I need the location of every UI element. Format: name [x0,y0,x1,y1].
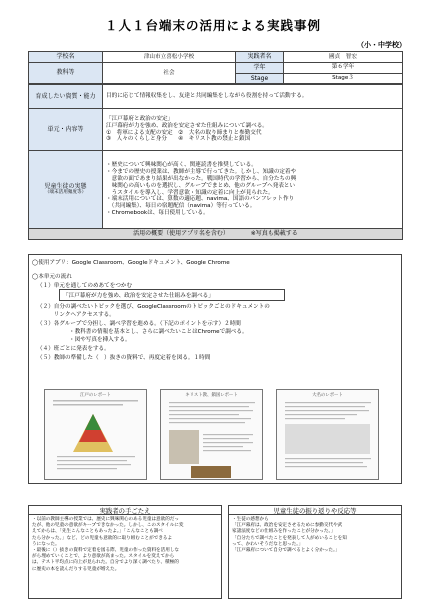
step-1: （１）単元を通してのめあてをつかむ [37,283,133,289]
grade-value: 第６学年 [284,63,403,74]
apps-line: ◯使用アプリ：Google Classroom、Googleドキュメント、Google Chrome [32,260,230,266]
teacher-reflection-text [28,515,222,599]
step-1-goal: 「江戸幕府が力を強め、政治を安定させた仕組みを調べる」 [63,293,214,299]
unit-label: 単元・内容等 [29,109,103,151]
document-title: １人１台端末の活用による実践事例 [104,18,321,33]
grade-label: 学年 [236,63,284,74]
ability-label: 育成したい資質・能力 [29,85,103,109]
students-line: （共同編集）、毎日の宿題配信（navima）等行っている。 [106,203,256,210]
unit-line: ③ 人々のくらしと身分 ④ キリスト教の禁止と鎖国 [106,136,251,143]
step-2a: （２）自分の調べたいトピックを選び、GoogleClassroomのトピックごとのドキュメントの [37,304,270,310]
step-3: （３）各グループで分担し、調べ学習を進める。（下記のポイントを示す）２時間 [37,321,241,327]
students-line: うスタイルを導入し、学習意欲・知識の定着に向上が見られた。 [106,189,274,196]
school-label: 学校名 [29,52,103,63]
step-2b: リンクへアクセスする。 [37,312,115,318]
pyramid-illustration-icon [45,390,146,479]
teacher-line: ・以前の教師主導の授業では、歴史に興味関心のある児童は意欲的だっ [32,517,180,522]
screenshot-title: 江戸のレポート [80,393,111,398]
step-3b: ・図や写真を挿入する。 [69,337,131,343]
student-line: って、かわいそうだなと思った。」 [232,541,304,547]
overview-label: 活用の概要（使用アプリ名を含む） [133,230,229,237]
subject-value: 社会 [103,63,236,84]
step-5: （５）教師の準備した（ ）抜きの資料で、再度定着を図る。１時間 [37,355,211,361]
students-line: 意欲の面であまり結果が出なかった。戦国時代の学習から、自分たちの興 [106,175,297,182]
flow-title: ◯本単元の流れ [32,274,72,280]
teacher-line: ・最後に（）抜きの資料で定着を図る際、児童の作った資料を活用しな [32,547,180,553]
unit-text [103,109,403,151]
teacher-line: たら分かった。」など、どの児童も意欲的に取り組むことができるよ [32,535,173,541]
step-4: （４）班ごとに発表をする。 [37,346,110,352]
stage-value: Stage３ [284,73,403,84]
teacher-line: えてからは、「先生こんなこともあったよ。」「こんなことも調べ [32,529,163,535]
students-line: ・歴史について興味関心が高く、関連読書を推奨している。 [106,161,257,168]
teacher-line: に歴史の本を読んだりする児童が増えた。 [32,566,120,572]
school-type-label: （小・中学校） [357,41,406,49]
unit-title: 「江戸幕府と政治の安定」 [106,115,174,122]
unit-line: ① 将軍による支配の安定 ② 大名の取り締まりと参勤交代 [106,129,262,136]
overview-note: ※写真も掲載する [250,230,298,237]
teacher-value: 國貞 智宏 [284,52,403,63]
students-line: ・Chromebookは、毎日使用している。 [106,210,209,217]
students-line: ・今までの歴史の授業は、教師が主導で行ってきた。しかし、知識の定着や [106,168,297,175]
screenshot-christian-report [160,389,263,480]
teacher-line: たが、他の児童の意欲がキープできなかった。しかし、このスタイルに変 [32,523,184,529]
ability-line: 目的に応じて情報収集をし、友達と共同編集をしながら役割を持って活動する。 [106,93,308,99]
student-reflection-text [228,515,402,599]
school-value: 津山市立喜松小学校 [103,52,236,63]
screenshot-daimyo-report [276,389,379,480]
teacher-reflection-label: 実践者の手ごたえ [28,505,222,515]
students-text [103,151,403,229]
student-line: ・生徒の感想から [232,517,269,522]
student-line: 「江戸幕府は、政治を安定させるために参勤交代や武 [232,523,343,529]
header-table [28,51,403,84]
step-1-goal-box [59,289,285,301]
teacher-line: は、テスト平均点に向上が見られた。自分でより深く調べたり、積極的 [32,560,179,566]
student-reflection-label: 児童生徒の振り返りや反応等 [228,505,402,515]
stage-label: Stage [236,73,284,84]
screenshot-title: 大名のレポート [312,393,343,398]
document-illustration-icon [161,390,262,479]
unit-line: 江戸幕府が力を強め、政治を安定させた仕組みについて調べる。 [106,122,268,129]
student-line: 「自分たちで調べたことを発表して人がめいることを知 [232,535,347,541]
screenshot-edo-report [44,389,147,480]
student-line: 「江戸幕府について自分で調べるとよく分かった。」 [232,547,340,553]
work-screenshots [40,389,384,481]
students-line: ・端末活用については、算数の適応題、navima、国語のパンフレット作り [106,196,295,203]
step-3a: ・教科書の情報を基本とし、さらに調べたいことはChromeで調べる。 [69,329,248,335]
students-line: 味関心の高いものを選択し、グループでまとめ、他のグループへ発表とい [106,182,296,189]
ability-text [103,85,403,109]
teacher-line: がら埋めていくことで、より意欲が高まった。スタイルを変えてから [32,554,175,560]
students-label-cell [29,151,103,229]
students-sublabel: （端末活用頻度等） [44,190,87,196]
overview-table [28,84,403,240]
screenshot-title: キリスト教、鎖国レポート [185,393,238,398]
reflection-section [28,505,402,599]
student-line: 家諸法度などの仕組みを作ったことが分かった。」 [232,529,336,535]
overview-header [29,229,403,240]
teacher-line: うになった。 [32,541,60,547]
students-label: 児童生徒の実態 [44,182,87,190]
teacher-label: 実践者名 [236,52,284,63]
subject-label: 教科等 [29,63,103,84]
document-illustration-icon [277,390,378,479]
